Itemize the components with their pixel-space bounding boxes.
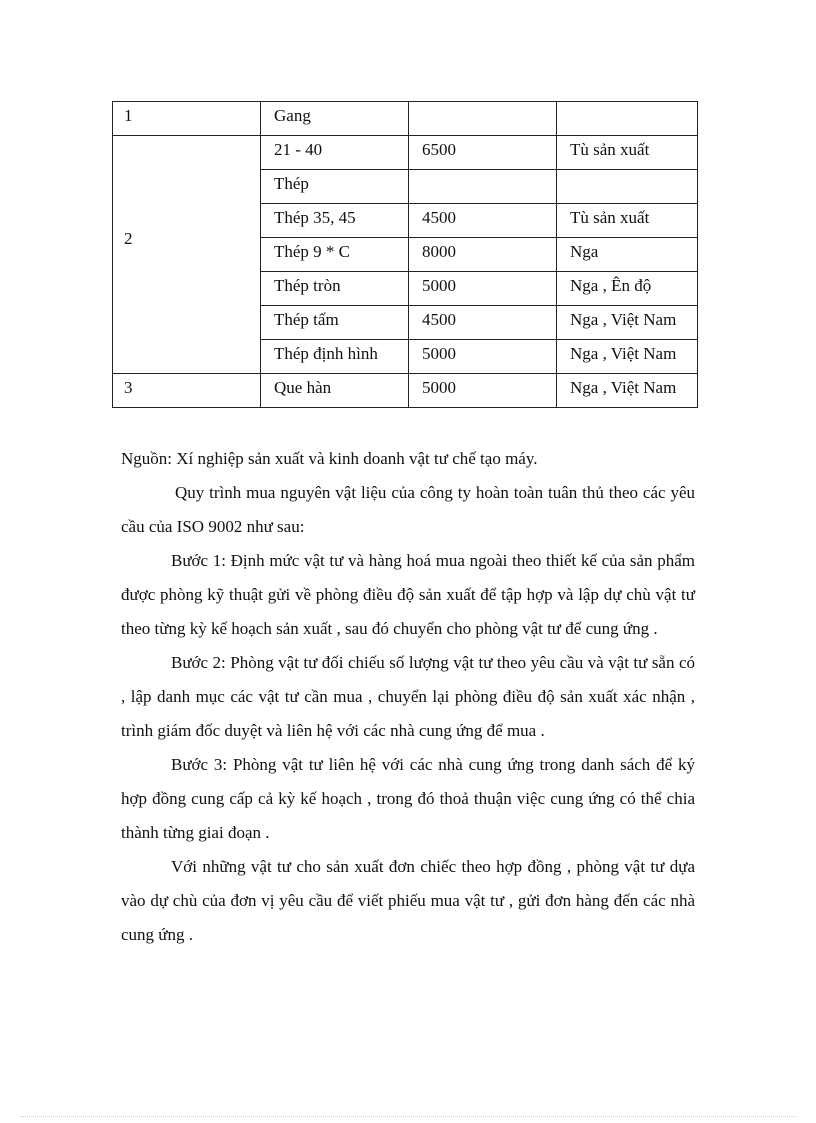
table-cell-origin bbox=[557, 170, 698, 204]
table-cell-name: Thép bbox=[261, 170, 409, 204]
table-cell-origin: Nga , Việt Nam bbox=[557, 306, 698, 340]
table-cell-name: Gang bbox=[261, 102, 409, 136]
table-cell-price: 4500 bbox=[409, 204, 557, 238]
table-cell-origin bbox=[557, 102, 698, 136]
table-cell-stt: 1 bbox=[113, 102, 261, 136]
table-cell-name: Que hàn bbox=[261, 374, 409, 408]
table-cell-origin: Tù sản xuất bbox=[557, 204, 698, 238]
table-cell-stt: 3 bbox=[113, 374, 261, 408]
table-cell-origin: Nga bbox=[557, 238, 698, 272]
table-cell-name: Thép 9 * C bbox=[261, 238, 409, 272]
table-cell-name: Thép tấm bbox=[261, 306, 409, 340]
table-cell-stt-text: 2 bbox=[124, 228, 133, 248]
table-cell-origin: Tù sản xuất bbox=[557, 136, 698, 170]
table-cell-price: 6500 bbox=[409, 136, 557, 170]
paragraph-step-1: Bước 1: Định mức vật tư và hàng hoá mua ngoài theo thiết kế của sản phẩm được phòng kỹ thuật gửi về phòng điều độ sản xuất để tập hợp và lập dự chù vật tư theo từng kỳ kế hoạch sản xuất , sau đó chuyển cho phòng vật tư để cung ứng . bbox=[121, 551, 695, 638]
source-note: Nguồn: Xí nghiệp sản xuất và kinh doanh vật tư chế tạo máy. bbox=[121, 449, 538, 468]
table-cell-price: 5000 bbox=[409, 374, 557, 408]
table-row bbox=[113, 374, 698, 408]
table-cell-name: Thép định hình bbox=[261, 340, 409, 374]
table-row bbox=[113, 136, 698, 170]
paragraph-step-3: Bước 3: Phòng vật tư liên hệ với các nhà cung ứng trong danh sách để ký hợp đồng cung cấp cả kỳ kế hoạch , trong đó thoả thuận việc cung ứng có thể chia thành từng giai đoạn . bbox=[121, 755, 695, 842]
table-cell-price: 5000 bbox=[409, 340, 557, 374]
table-cell-name: Thép tròn bbox=[261, 272, 409, 306]
paragraph-single-order: Với những vật tư cho sản xuất đơn chiếc theo hợp đồng , phòng vật tư dựa vào dự chù của đơn vị yêu cầu để viết phiếu mua vật tư , gửi đơn hàng đến các nhà cung ứng . bbox=[121, 857, 695, 944]
table-cell-name: 21 - 40 bbox=[261, 136, 409, 170]
table-cell-price: 8000 bbox=[409, 238, 557, 272]
table-cell-origin: Nga , Ên độ bbox=[557, 272, 698, 306]
table-cell-origin: Nga , Việt Nam bbox=[557, 340, 698, 374]
table-row bbox=[113, 102, 698, 136]
footer-divider bbox=[20, 1116, 796, 1117]
materials-table bbox=[112, 101, 698, 408]
paragraph-intro: Quy trình mua nguyên vật liệu của công ty hoàn toàn tuân thủ theo các yêu cầu của ISO 9002 như sau: bbox=[121, 483, 695, 536]
table-cell-price bbox=[409, 170, 557, 204]
table-cell-origin: Nga , Việt Nam bbox=[557, 374, 698, 408]
table-cell-name: Thép 35, 45 bbox=[261, 204, 409, 238]
table-cell-price: 4500 bbox=[409, 306, 557, 340]
body-text bbox=[121, 476, 695, 952]
table-cell-price bbox=[409, 102, 557, 136]
paragraph-step-2: Bước 2: Phòng vật tư đối chiếu số lượng vật tư theo yêu cầu và vật tư sẵn có , lập danh mục các vật tư cần mua , chuyển lại phòng điều độ sản xuất xác nhận , trình giám đốc duyệt và liên hệ với các nhà cung ứng để mua . bbox=[121, 653, 695, 740]
table-cell-stt bbox=[113, 136, 261, 374]
table-cell-price: 5000 bbox=[409, 272, 557, 306]
